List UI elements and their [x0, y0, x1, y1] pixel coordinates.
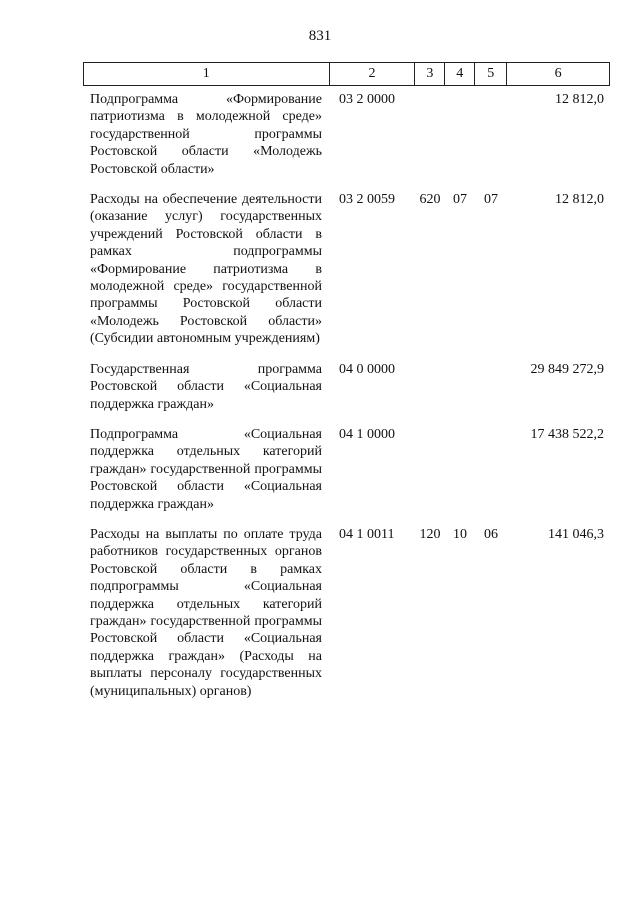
row-vr: 120 — [419, 526, 441, 542]
row-vr: 620 — [419, 192, 441, 208]
row-pr — [475, 426, 507, 513]
row-rz — [445, 426, 475, 513]
row-code: 04 1 0000 — [339, 426, 395, 442]
row-sum: 17 438 522,2 — [530, 426, 604, 442]
row-pr: 07 — [484, 192, 498, 208]
row-code: 03 2 0059 — [339, 192, 395, 208]
row-code: 03 2 0000 — [339, 92, 395, 107]
row-name: Подпрограмма «Формирование патриотизма в молодежной среде» государственной программы Ростовской области «Молодежь Ростовской области» — [90, 92, 322, 177]
row-name: Расходы на выплаты по оплате труда работников государственных органов Ростовской области в рамках подпрограммы «Социальная поддержка отдельных категорий граждан» государственной программы Ростовской области «Социальная поддержка граждан» (Расходы на выплаты персоналу государственных (муниципальных) органов) — [90, 526, 322, 699]
table-row — [83, 526, 610, 700]
page-number: 831 — [308, 28, 332, 44]
row-rz — [445, 361, 475, 413]
header-col-4: 4 — [445, 63, 475, 85]
row-pr — [475, 361, 507, 413]
row-vr — [415, 361, 445, 413]
row-code: 04 0 0000 — [339, 361, 395, 377]
header-col-2: 2 — [330, 63, 416, 85]
table-header — [83, 62, 610, 86]
row-name: Расходы на обеспечение деятельности (оказание услуг) государственных учреждений Ростовской области в рамках подпрограммы «Формирование патриотизма в молодежной среде» государственной программы Ростовской области «Молодежь Ростовской области» (Субсидии автономным учреждениям) — [90, 192, 322, 347]
budget-table — [83, 62, 610, 713]
header-col-6: 6 — [507, 63, 610, 85]
row-sum: 29 849 272,9 — [530, 361, 604, 377]
table-row — [83, 91, 610, 178]
table-row — [83, 426, 610, 513]
row-sum: 12 812,0 — [555, 192, 604, 208]
row-code: 04 1 0011 — [339, 526, 395, 542]
row-name: Подпрограмма «Социальная поддержка отдельных категорий граждан» государственной программы Ростовской области «Социальная поддержка граждан» — [90, 426, 322, 512]
row-name: Государственная программа Ростовской области «Социальная поддержка граждан» — [90, 361, 322, 412]
header-col-1: 1 — [84, 63, 330, 85]
header-col-3: 3 — [415, 63, 445, 85]
table-row — [83, 191, 610, 348]
row-sum: 141 046,3 — [548, 526, 604, 542]
row-rz — [445, 91, 475, 178]
row-pr — [475, 91, 507, 178]
row-vr — [415, 426, 445, 513]
row-vr — [415, 91, 445, 178]
table-row — [83, 361, 610, 413]
row-pr: 06 — [484, 526, 498, 542]
row-sum: 12 812,0 — [555, 92, 604, 107]
row-rz: 10 — [453, 526, 467, 542]
header-col-5: 5 — [475, 63, 507, 85]
row-rz: 07 — [453, 192, 467, 208]
